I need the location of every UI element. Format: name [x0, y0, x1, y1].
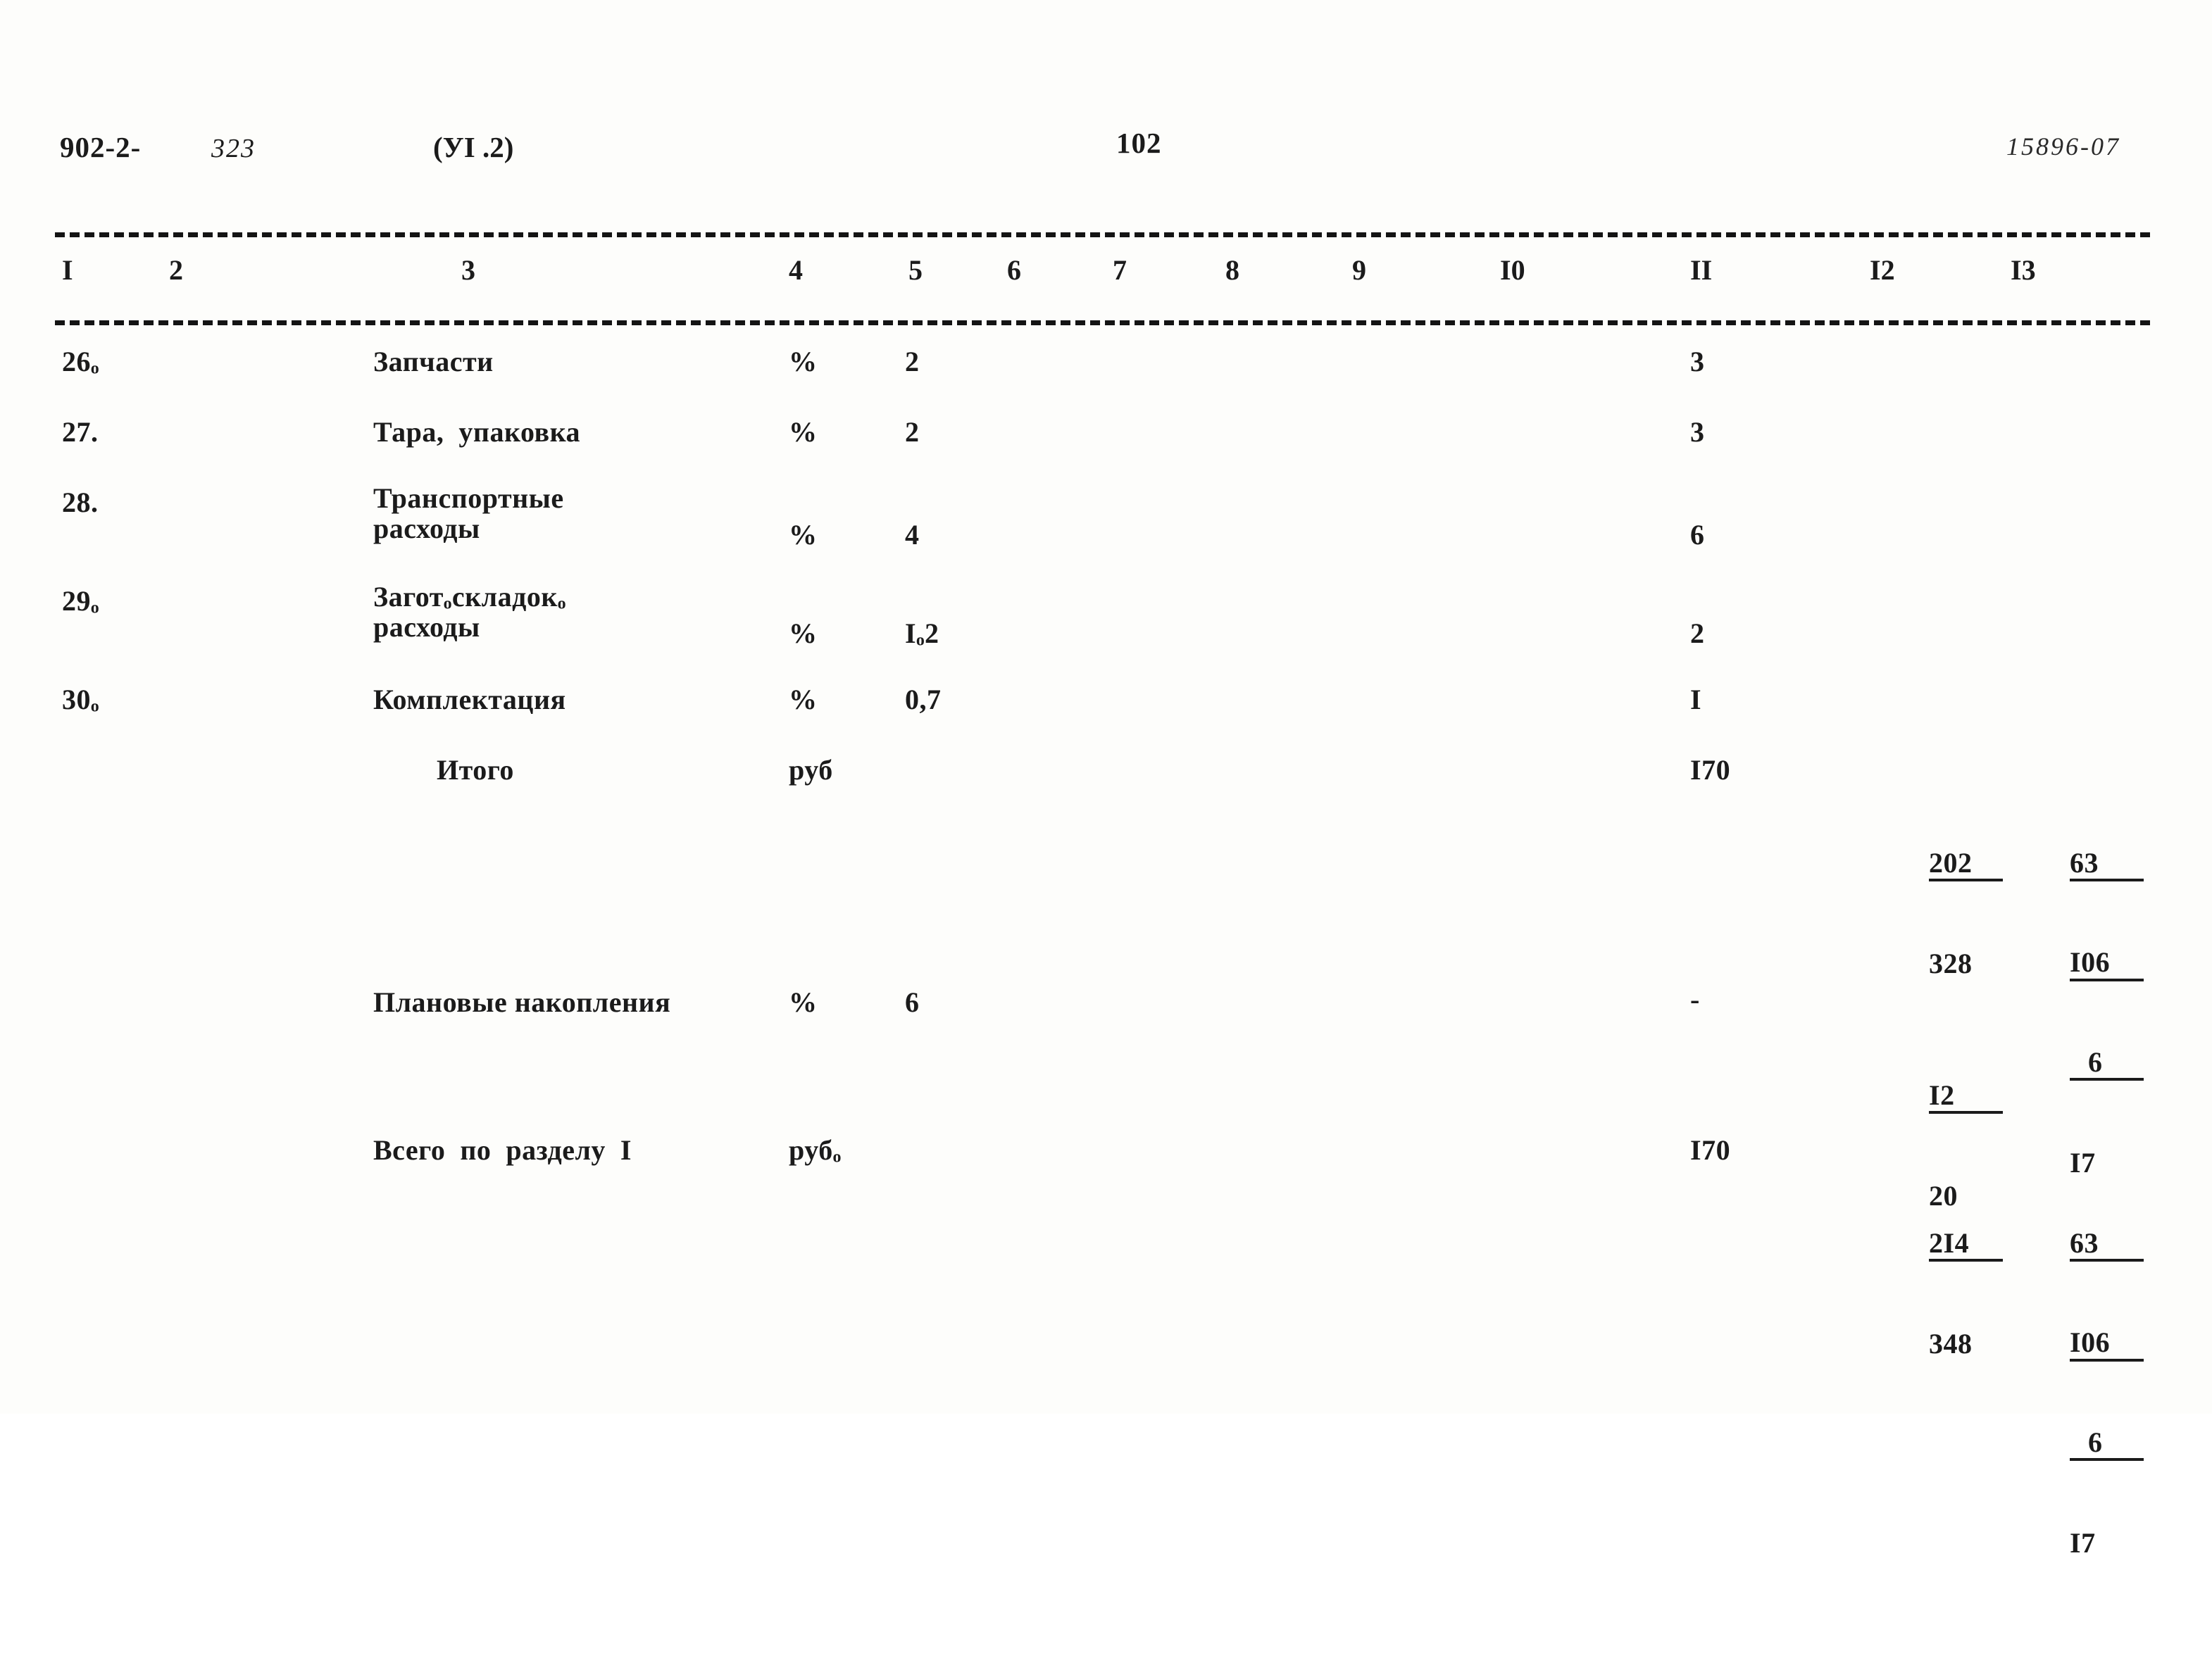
row-name-line2: расходы	[373, 513, 480, 545]
fraction-numerator: 63	[2070, 848, 2144, 881]
grand-col12	[1870, 1129, 2003, 1459]
fraction-numerator-2: I06	[2070, 948, 2144, 981]
table-body	[0, 345, 2212, 1559]
row-value: 0,7	[905, 684, 942, 715]
table-row	[0, 581, 2212, 683]
itogo-unit: руб	[789, 754, 833, 786]
table-row	[0, 415, 2212, 486]
planned-unit: %	[789, 986, 818, 1018]
col-num-6: 6	[1007, 254, 1021, 286]
col-num-12: I2	[1870, 254, 1895, 286]
row-value: Iₒ2	[905, 617, 939, 649]
row-unit: %	[789, 617, 818, 649]
section-label: (УI .2)	[433, 131, 514, 163]
row-unit: %	[789, 684, 818, 715]
table-header-bottom-rule	[55, 320, 2150, 325]
document-code: 902-2-	[60, 131, 142, 163]
itogo-label: Итого	[437, 754, 514, 786]
fraction-numerator: I2	[1929, 1081, 2003, 1114]
planned-col11: -	[1690, 984, 1700, 1015]
row-name: Комплектация	[373, 684, 566, 715]
table-row	[0, 345, 2212, 415]
planned-label: Плановые накопления	[373, 986, 671, 1018]
row-number: 28.	[62, 486, 99, 518]
row-name	[373, 582, 566, 642]
row-col11: 2	[1690, 617, 1705, 649]
row-value: 2	[905, 416, 920, 448]
itogo-col11: I70	[1690, 754, 1731, 786]
row-unit: %	[789, 346, 818, 377]
row-name-line1: Заготₒскладокₒ	[373, 581, 566, 613]
row-number: 29ₒ	[62, 585, 99, 617]
page-header	[0, 127, 2212, 172]
fraction-numerator-3: 6	[2070, 1048, 2144, 1081]
grand-label: Всего по разделу I	[373, 1134, 632, 1166]
row-unit: %	[789, 416, 818, 448]
document-code-number: 323	[211, 134, 256, 163]
row-number: 26ₒ	[62, 346, 99, 377]
grand-col11: I70	[1690, 1134, 1731, 1166]
row-col11: I	[1690, 684, 1702, 715]
table-top-rule	[55, 232, 2150, 237]
fraction-numerator: 202	[1929, 848, 2003, 881]
col-num-11: II	[1690, 254, 1713, 286]
fraction	[2070, 1162, 2144, 1625]
fraction-numerator: 2I4	[1929, 1229, 2003, 1262]
col-num-1: I	[62, 254, 73, 286]
row-name: Запчасти	[373, 346, 494, 377]
fraction-denominator: 328	[1929, 948, 1973, 980]
table-column-numbers	[0, 253, 2212, 296]
grand-total-row	[0, 1133, 2212, 1559]
row-number: 27.	[62, 416, 99, 448]
row-number: 30ₒ	[62, 684, 99, 715]
row-name-line2: расходы	[373, 611, 480, 643]
row-name-line1: Транспортные	[373, 482, 564, 514]
fraction-denominator: I7	[2070, 1527, 2096, 1559]
page-number: 102	[1116, 127, 1162, 159]
grand-col13	[2011, 1129, 2144, 1658]
fraction-denominator: 348	[1929, 1328, 1973, 1360]
row-col11: 3	[1690, 416, 1705, 448]
grand-unit: рубₒ	[789, 1134, 842, 1166]
fraction	[1929, 1162, 2003, 1426]
row-value: 4	[905, 519, 920, 551]
row-unit: %	[789, 519, 818, 551]
table-row	[0, 683, 2212, 753]
col-num-8: 8	[1225, 254, 1239, 286]
col-num-4: 4	[789, 254, 803, 286]
row-value: 2	[905, 346, 920, 377]
row-col11: 3	[1690, 346, 1705, 377]
table-row	[0, 482, 2212, 584]
fraction-numerator-2: I06	[2070, 1328, 2144, 1361]
fraction-denominator: I7	[2070, 1147, 2096, 1179]
row-name: Тара, упаковка	[373, 416, 581, 448]
col-num-3: 3	[461, 254, 475, 286]
row-col11: 6	[1690, 519, 1705, 551]
archive-stamp: 15896-07	[2006, 132, 2120, 161]
planned-value: 6	[905, 986, 920, 1018]
fraction-numerator-3: 6	[2070, 1428, 2144, 1461]
fraction-denominator: 20	[1929, 1180, 1958, 1212]
col-num-13: I3	[2011, 254, 2036, 286]
col-num-9: 9	[1352, 254, 1366, 286]
col-num-7: 7	[1113, 254, 1127, 286]
fraction-numerator: 63	[2070, 1229, 2144, 1262]
col-num-2: 2	[169, 254, 183, 286]
col-num-10: I0	[1500, 254, 1525, 286]
col-num-5: 5	[908, 254, 923, 286]
row-name	[373, 483, 564, 544]
